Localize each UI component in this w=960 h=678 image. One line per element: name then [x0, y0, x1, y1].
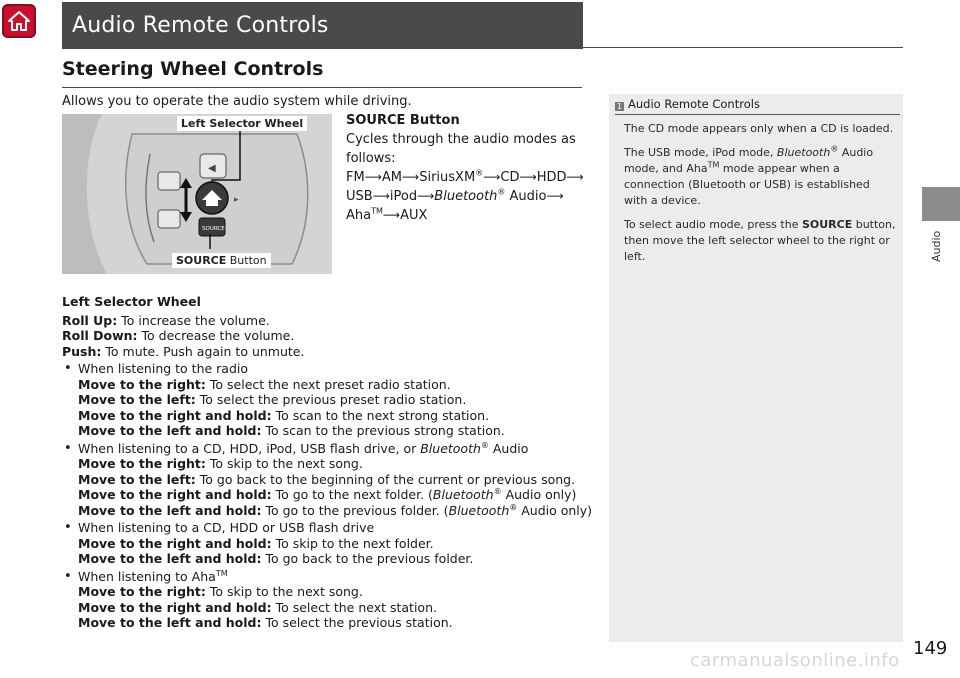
- reference-icon: 1: [616, 102, 623, 111]
- push-line: Push: To mute. Push again to unmute.: [62, 343, 305, 359]
- source-description-line2: follows:: [346, 151, 396, 166]
- section-divider: [62, 87, 582, 88]
- mode-sequence-line1: FM⟶AM⟶SiriusXM®⟶CD⟶HDD⟶: [346, 168, 584, 185]
- steering-wheel-illustration: [62, 114, 332, 274]
- sidebar-body: [624, 121, 896, 273]
- list-item-media: • When listening to a CD, HDD, iPod, USB flash drive, or Bluetooth® Audio Move to the right: To skip to the next song. Move to the left: To go back to the beginning of the current or previous song. Move to the right and hold: To go to the next folder. (Bluetooth® Audio only) Move to the left and hold: To go to the previous folder. (Bluetooth® Audio only): [62, 441, 602, 519]
- section-title: Steering Wheel Controls: [62, 58, 324, 80]
- intro-text: Allows you to operate the audio system while driving.: [62, 94, 412, 109]
- list-item-aha: • When listening to Aha™ Move to the right: To skip to the next song. Move to the right and hold: To select the next station. Move to the left and hold: To select the previous station.: [62, 569, 602, 631]
- left-selector-heading: Left Selector Wheel: [62, 294, 201, 309]
- left-selector-section: [62, 294, 602, 631]
- figure-label-left-selector: Left Selector Wheel: [177, 116, 307, 131]
- page-title: Audio Remote Controls: [72, 13, 329, 38]
- chapter-tab[interactable]: [922, 187, 960, 221]
- sidebar-title: 1 Audio Remote Controls: [615, 97, 900, 115]
- source-button-description: [346, 111, 596, 225]
- list-item-cd-hdd-usb: • When listening to a CD, HDD or USB flash drive Move to the right and hold: To skip to the next folder. Move to the left and hold: To go back to the previous folder.: [62, 520, 602, 567]
- roll-up-line: Roll Up: To increase the volume.: [62, 312, 270, 328]
- list-item-radio: • When listening to the radio Move to the right: To select the next preset radio station. Move to the left: To select the previous preset radio station. Move to the right and hold: To scan to the next strong station. Move to the left and hold: To scan to the previous strong station.: [62, 361, 602, 439]
- page-header: [62, 2, 583, 49]
- figure-source-key-text: SOURCE: [202, 226, 225, 232]
- steering-wheel-figure: [62, 114, 332, 274]
- svg-text:◀: ◀: [208, 163, 216, 174]
- chapter-tab-label: Audio: [930, 230, 943, 262]
- svg-text:▸: ▸: [234, 195, 239, 205]
- source-button-heading: SOURCE Button: [346, 113, 460, 128]
- sidebar-note-usb: The USB mode, iPod mode, Bluetooth® Audio mode, and Aha™ mode appear when a connection (Bluetooth or USB) is established with a device.: [624, 144, 874, 207]
- page-number: 149: [913, 638, 948, 659]
- sidebar-note-select: To select audio mode, press the SOURCE button, then move the left selector wheel to the right or left.: [624, 218, 896, 263]
- watermark: carmanualsonline.info: [690, 650, 900, 671]
- figure-label-source-button: SOURCE Button: [172, 253, 271, 268]
- mode-sequence-line2: USB⟶iPod⟶Bluetooth® Audio⟶: [346, 187, 564, 204]
- source-description-line1: Cycles through the audio modes as: [346, 132, 576, 147]
- header-divider: [583, 47, 903, 48]
- sidebar-note-cd: The CD mode appears only when a CD is loaded.: [624, 122, 894, 135]
- roll-down-line: Roll Down: To decrease the volume.: [62, 328, 295, 343]
- mode-sequence-line3: Aha™⟶AUX: [346, 206, 428, 223]
- sidebar-notes: [609, 94, 903, 642]
- home-icon[interactable]: [2, 4, 36, 38]
